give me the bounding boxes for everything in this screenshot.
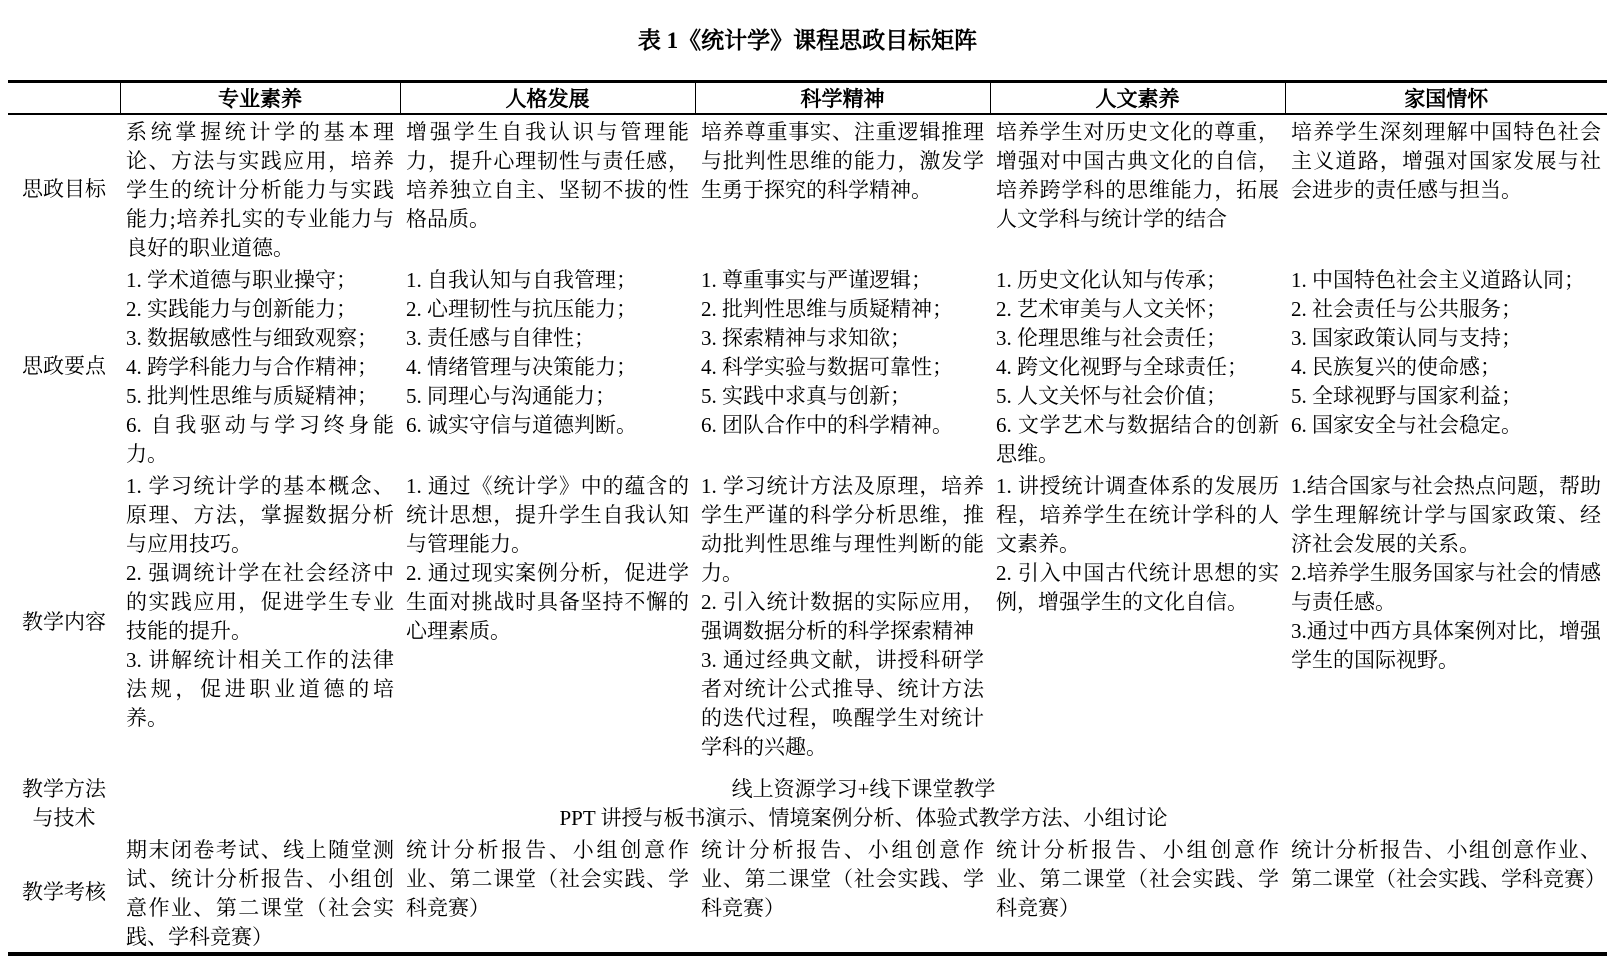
table-cell	[400, 114, 695, 263]
table-cell	[695, 833, 990, 954]
cell-paragraph: 5. 批判性思维与质疑精神；	[126, 384, 378, 408]
merged-cell-line: PPT 讲授与板书演示、情境案例分析、体验式教学方法、小组讨论	[559, 806, 1168, 830]
cell-paragraph: 5. 人文关怀与社会价值；	[996, 384, 1227, 408]
cell-paragraph: 1. 学习统计学的基本概念、原理、方法，掌握数据分析与应用技巧。	[126, 474, 394, 556]
cell-paragraph: 5. 同理心与沟通能力；	[406, 384, 616, 408]
cell-paragraph: 1. 自我认知与自我管理；	[406, 268, 637, 292]
cell-paragraph: 增强学生自我认识与管理能力，提升心理韧性与责任感，培养独立自主、坚韧不拔的性格品质。	[406, 120, 689, 231]
row-label-line: 与技术	[32, 806, 96, 830]
merged-cell-line: 线上资源学习+线下课堂教学	[731, 777, 996, 801]
table-cell	[1285, 833, 1607, 954]
table-cell	[400, 263, 695, 469]
cell-paragraph: 2. 引入中国古代统计思想的实例，增强学生的文化自信。	[996, 561, 1279, 614]
table-cell	[990, 263, 1285, 469]
cell-paragraph: 3. 通过经典文献，讲授科研学者对统计公式推导、统计方法的迭代过程，唤醒学生对统计学科的兴趣。	[701, 648, 984, 759]
cell-paragraph: 3. 责任感与自律性；	[406, 326, 595, 350]
cell-paragraph: 2. 艺术审美与人文关怀；	[996, 297, 1227, 321]
cell-paragraph: 6. 文学艺术与数据结合的创新思维。	[996, 413, 1279, 466]
cell-paragraph: 培养尊重事实、注重逻辑推理与批判性思维的能力，激发学生勇于探究的科学精神。	[701, 120, 984, 202]
cell-paragraph: 2. 强调统计学在社会经济中的实践应用，促进学生专业技能的提升。	[126, 561, 394, 643]
cell-paragraph: 1. 学术道德与职业操守；	[126, 268, 357, 292]
header-row	[8, 82, 1607, 115]
cell-paragraph: 1.结合国家与社会热点问题，帮助学生理解统计学与国家政策、经济社会发展的关系。	[1291, 474, 1601, 556]
table-cell	[695, 114, 990, 263]
table-cell	[990, 469, 1285, 775]
cell-paragraph: 3. 伦理思维与社会责任；	[996, 326, 1227, 350]
cell-paragraph: 3. 数据敏感性与细致观察；	[126, 326, 378, 350]
cell-paragraph: 4. 民族复兴的使命感；	[1291, 355, 1501, 379]
table-cell	[400, 833, 695, 954]
cell-paragraph: 1. 学习统计方法及原理，培养学生严谨的科学分析思维，推动批判性思维与理性判断的能力。	[701, 474, 984, 585]
cell-paragraph: 2. 通过现实案例分析，促进学生面对挑战时具备坚持不懈的心理素质。	[406, 561, 689, 643]
table-cell	[1285, 263, 1607, 469]
cell-paragraph: 5. 全球视野与国家利益；	[1291, 384, 1522, 408]
cell-paragraph: 1. 讲授统计调查体系的发展历程，培养学生在统计学科的人文素养。	[996, 474, 1279, 556]
row-label	[8, 263, 120, 469]
cell-paragraph: 5. 实践中求真与创新；	[701, 384, 911, 408]
cell-paragraph: 3. 国家政策认同与支持；	[1291, 326, 1522, 350]
cell-paragraph: 统计分析报告、小组创意作业、第二课堂（社会实践、学科竞赛）	[1291, 838, 1606, 891]
row-label-line: 思政要点	[22, 353, 106, 378]
table-cell	[695, 469, 990, 775]
column-header-professional: 专业素养	[120, 82, 400, 115]
cell-paragraph: 培养学生对历史文化的尊重，增强对中国古典文化的自信，培养跨学科的思维能力，拓展人文学科与统计学的结合	[996, 120, 1279, 231]
table-cell	[1285, 114, 1607, 263]
cell-paragraph: 1. 中国特色社会主义道路认同；	[1291, 268, 1585, 292]
cell-paragraph: 1. 历史文化认知与传承；	[996, 268, 1227, 292]
cell-paragraph: 2. 社会责任与公共服务；	[1291, 297, 1522, 321]
cell-paragraph: 3. 讲解统计相关工作的法律法规，促进职业道德的培养。	[126, 648, 394, 730]
table-cell	[120, 263, 400, 469]
cell-paragraph: 1. 通过《统计学》中的蕴含的统计思想，提升学生自我认知与管理能力。	[406, 474, 689, 556]
matrix-table-body	[8, 114, 1607, 954]
row-label	[8, 775, 120, 833]
table-cell	[990, 114, 1285, 263]
cell-paragraph: 6. 诚实守信与道德判断。	[406, 413, 637, 437]
table-cell	[120, 469, 400, 775]
column-header-humanities: 人文素养	[990, 82, 1285, 115]
cell-paragraph: 系统掌握统计学的基本理论、方法与实践应用，培养学生的统计分析能力与实践能力;培养扎实的专业能力与良好的职业道德。	[126, 120, 394, 260]
row-label-line: 教学内容	[22, 609, 106, 634]
cell-paragraph: 3. 探索精神与求知欲；	[701, 326, 911, 350]
cell-paragraph: 3.通过中西方具体案例对比，增强学生的国际视野。	[1291, 619, 1601, 672]
table-cell	[1285, 469, 1607, 775]
table-title: 表 1《统计学》课程思政目标矩阵	[637, 28, 978, 53]
merged-methods-cell	[120, 775, 1607, 833]
table-row	[8, 775, 1607, 833]
cell-paragraph: 6. 自我驱动与学习终身能力。	[126, 413, 394, 466]
cell-paragraph: 4. 情绪管理与决策能力；	[406, 355, 637, 379]
table-cell	[990, 833, 1285, 954]
cell-paragraph: 2.培养学生服务国家与社会的情感与责任感。	[1291, 561, 1601, 614]
cell-paragraph: 2. 批判性思维与质疑精神；	[701, 297, 953, 321]
cell-paragraph: 统计分析报告、小组创意作业、第二课堂（社会实践、学科竞赛）	[406, 838, 689, 920]
cell-paragraph: 4. 跨学科能力与合作精神；	[126, 355, 378, 379]
row-label-line: 思政目标	[22, 176, 106, 201]
row-label	[8, 469, 120, 775]
cell-paragraph: 2. 引入统计数据的实际应用，强调数据分析的科学探索精神	[701, 590, 984, 643]
matrix-table	[8, 80, 1607, 956]
table-row	[8, 263, 1607, 469]
row-label-line: 教学方法	[22, 777, 106, 801]
table-cell	[695, 263, 990, 469]
table-cell	[120, 833, 400, 954]
table-row	[8, 469, 1607, 775]
table-cell	[120, 114, 400, 263]
cell-paragraph: 4. 跨文化视野与全球责任；	[996, 355, 1248, 379]
column-header-personality: 人格发展	[400, 82, 695, 115]
table-header	[8, 82, 1607, 115]
cell-paragraph: 2. 实践能力与创新能力；	[126, 297, 357, 321]
column-header-science: 科学精神	[695, 82, 990, 115]
column-header-patriotism: 家国情怀	[1285, 82, 1607, 115]
cell-paragraph: 6. 团队合作中的科学精神。	[701, 413, 953, 437]
cell-paragraph: 1. 尊重事实与严谨逻辑；	[701, 268, 932, 292]
row-label-line: 教学考核	[22, 880, 106, 904]
cell-paragraph: 统计分析报告、小组创意作业、第二课堂（社会实践、学科竞赛）	[701, 838, 984, 920]
cell-paragraph: 期末闭卷考试、线上随堂测试、统计分析报告、小组创意作业、第二课堂（社会实践、学科竞赛）	[126, 838, 394, 949]
cell-paragraph: 统计分析报告、小组创意作业、第二课堂（社会实践、学科竞赛）	[996, 838, 1279, 920]
row-label	[8, 114, 120, 263]
table-row	[8, 833, 1607, 954]
cell-paragraph: 6. 国家安全与社会稳定。	[1291, 413, 1522, 437]
table-row	[8, 114, 1607, 263]
cell-paragraph: 2. 心理韧性与抗压能力；	[406, 297, 637, 321]
table-cell	[400, 469, 695, 775]
header-corner-cell	[8, 82, 120, 115]
cell-paragraph: 培养学生深刻理解中国特色社会主义道路，增强对国家发展与社会进步的责任感与担当。	[1291, 120, 1601, 202]
cell-paragraph: 4. 科学实验与数据可靠性；	[701, 355, 953, 379]
row-label	[8, 833, 120, 954]
